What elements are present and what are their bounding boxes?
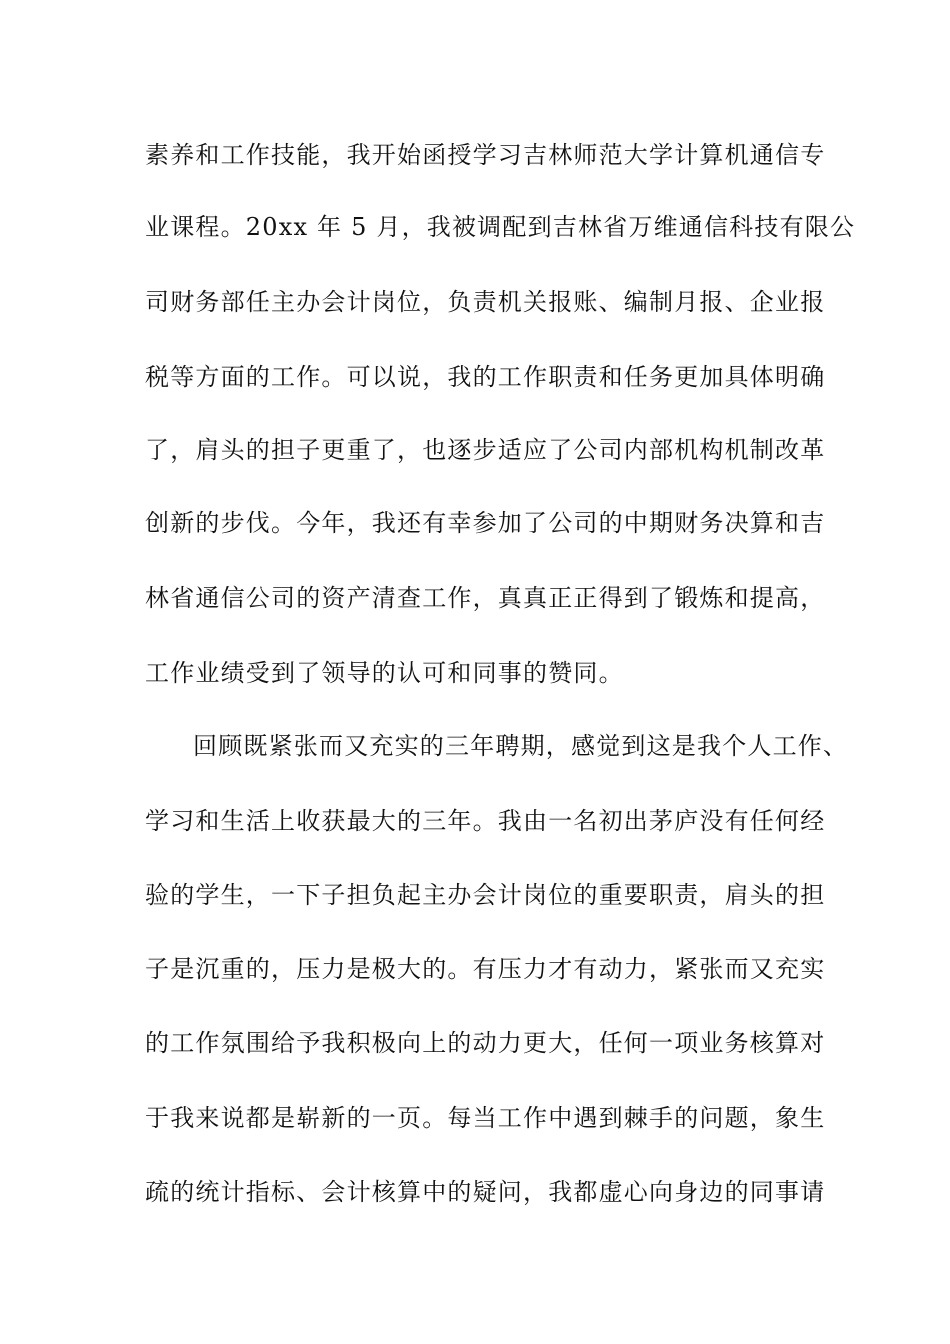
paragraph-1-line-7: 林省通信公司的资产清查工作，真真正正得到了锻炼和提高， xyxy=(145,584,826,612)
paragraph-2-line-1: 回顾既紧张而又充实的三年聘期，感觉到这是我个人工作、 xyxy=(193,732,849,760)
paragraph-2-line-2: 学习和生活上收获最大的三年。我由一名初出茅庐没有任何经 xyxy=(145,807,826,835)
paragraph-2-line-4: 子是沉重的，压力是极大的。有压力才有动力，紧张而又充实 xyxy=(145,955,826,983)
paragraph-2-line-5: 的工作氛围给予我积极向上的动力更大，任何一项业务核算对 xyxy=(145,1029,826,1057)
paragraph-1-line-3: 司财务部任主办会计岗位，负责机关报账、编制月报、企业报 xyxy=(145,288,826,316)
paragraph-2-line-3: 验的学生，一下子担负起主办会计岗位的重要职责，肩头的担 xyxy=(145,881,826,909)
paragraph-1-line-2: 业课程。20xx 年 5 月，我被调配到吉林省万维通信科技有限公 xyxy=(145,213,856,241)
paragraph-1-line-5: 了，肩头的担子更重了，也逐步适应了公司内部机构机制改革 xyxy=(145,436,826,464)
paragraph-1-line-8: 工作业绩受到了领导的认可和同事的赞同。 xyxy=(145,659,624,687)
paragraph-1-line-6: 创新的步伐。今年，我还有幸参加了公司的中期财务决算和吉 xyxy=(145,509,826,537)
paragraph-2-line-7: 疏的统计指标、会计核算中的疑问，我都虚心向身边的同事请 xyxy=(145,1178,826,1206)
paragraph-1-line-4: 税等方面的工作。可以说，我的工作职责和任务更加具体明确 xyxy=(145,363,826,391)
paragraph-1-line-1: 素养和工作技能，我开始函授学习吉林师范大学计算机通信专 xyxy=(145,141,826,169)
paragraph-2-line-6: 于我来说都是崭新的一页。每当工作中遇到棘手的问题，象生 xyxy=(145,1104,826,1132)
